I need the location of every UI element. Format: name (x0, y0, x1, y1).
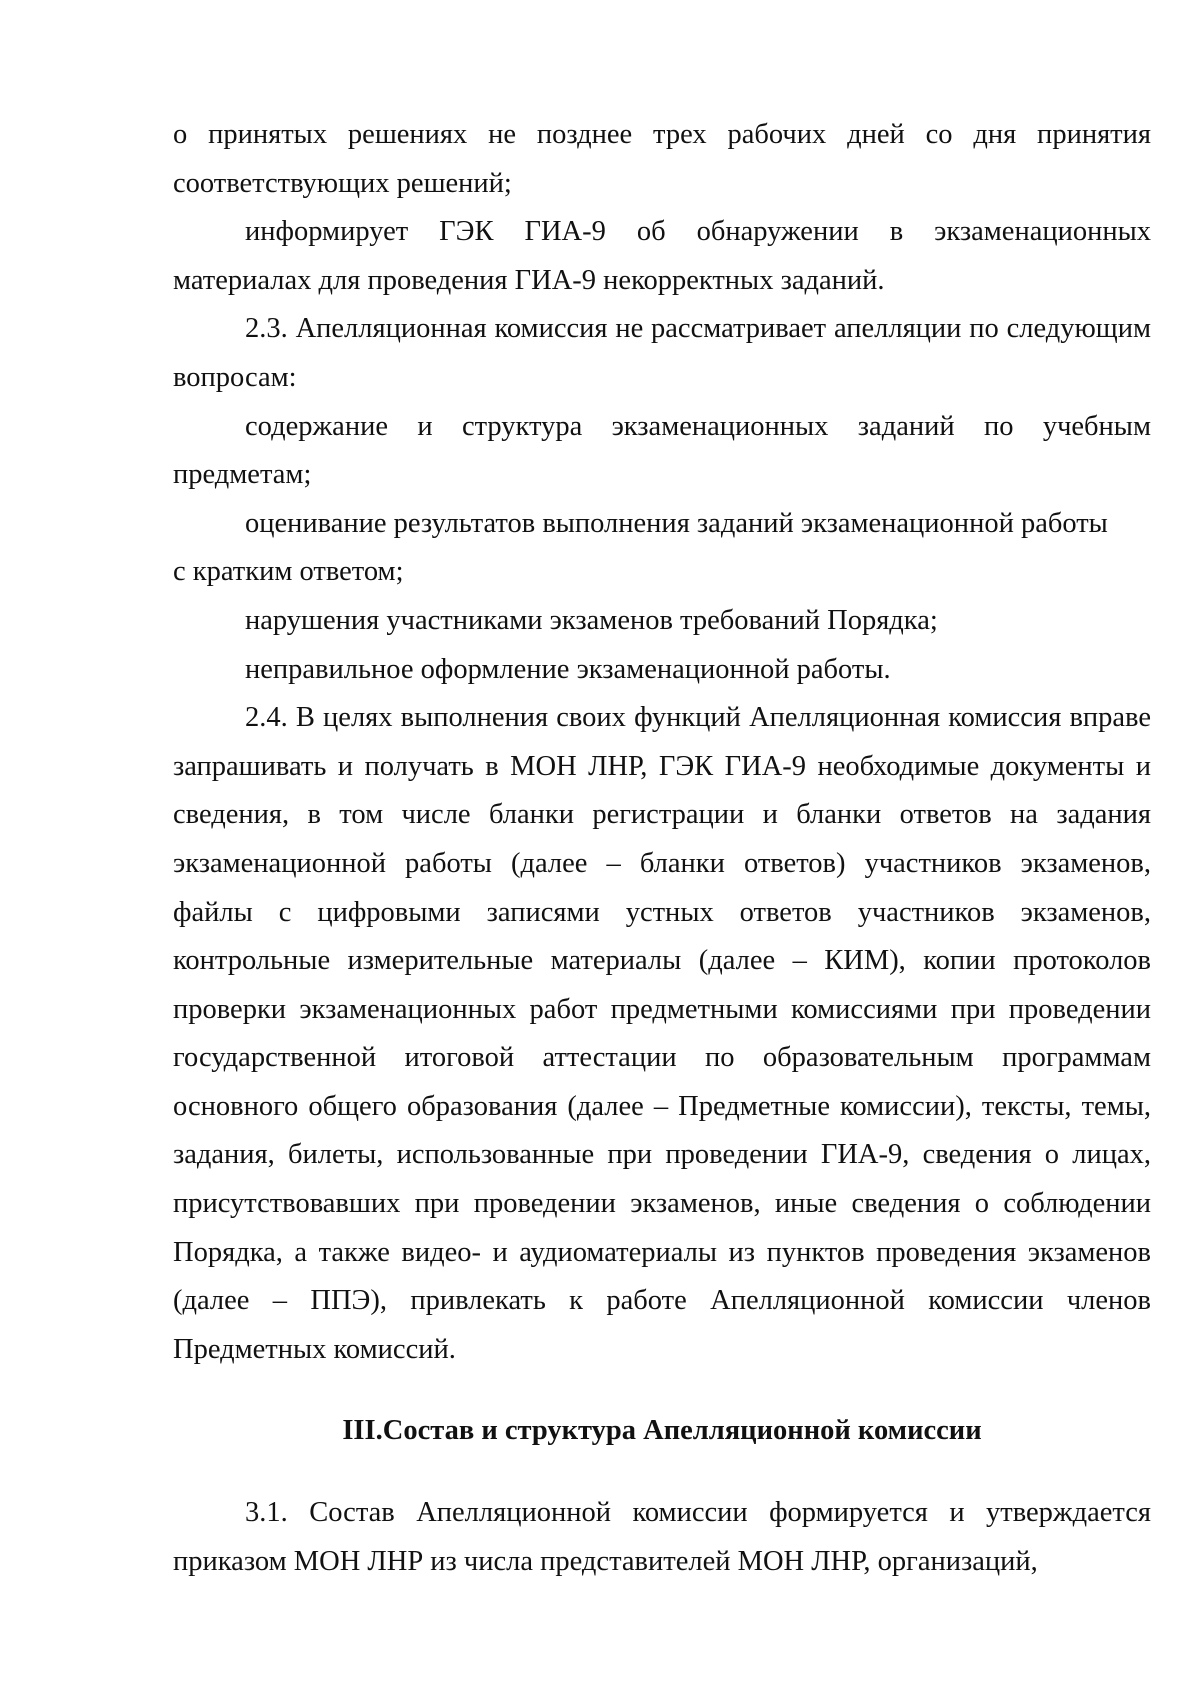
list-item-violations: нарушения участниками экзаменов требований Порядка; (245, 604, 938, 636)
section-heading: III.Состав и структура Апелляционной комиссии (342, 1415, 982, 1447)
paragraph-decisions-continuation: о принятых решениях не позднее трех рабочих дней со дня принятия соответствующих решений; (173, 119, 1151, 199)
paragraph-2-3: 2.3. Апелляционная комиссия не рассматривает апелляции по следующим вопросам: (173, 313, 1151, 393)
document-page (173, 111, 1151, 1586)
paragraph-3-1: 3.1. Состав Апелляционной комиссии формируется и утверждается приказом МОН ЛНР из числа представителей МОН ЛНР, организаций, (173, 1497, 1151, 1577)
list-item-evaluation: оценивание результатов выполнения заданий экзаменационной работы (245, 507, 1108, 539)
paragraph-informs-gek: информирует ГЭК ГИА-9 об обнаружении в экзаменационных материалах для проведения ГИА-9 некорректных заданий. (173, 216, 1151, 296)
list-item-content-structure: содержание и структура экзаменационных заданий по учебным предметам; (173, 410, 1151, 491)
list-item-incorrect-formatting: неправильное оформление экзаменационной работы. (245, 653, 891, 685)
list-item-evaluation-continuation: с кратким ответом; (173, 556, 404, 588)
paragraph-2-4: 2.4. В целях выполнения своих функций Апелляционная комиссия вправе запрашивать и получать в МОН ЛНР, ГЭК ГИА-9 необходимые документы и сведения, в том числе бланки регистрации и бланки ответов на задания экзаменационной работы (далее – бланки ответов) участников экзаменов, файлы с цифровыми записями устных ответов участников экзаменов, контрольные измерительные материалы (далее – КИМ), копии протоколов проверки экзаменационных работ предметными комиссиями при проведении государственной итоговой аттестации по образовательным программам основного общего образования (далее – Предметные комиссии), тексты, темы, задания, билеты, использованные при проведении ГИА-9, сведения о лицах, присутствовавших при проведении экзаменов, иные сведения о соблюдении Порядка, а также видео- и аудиоматериалы из пунктов проведения экзаменов (далее – ППЭ), привлекать к работе Апелляционной комиссии членов Предметных комиссий. (173, 702, 1151, 1365)
